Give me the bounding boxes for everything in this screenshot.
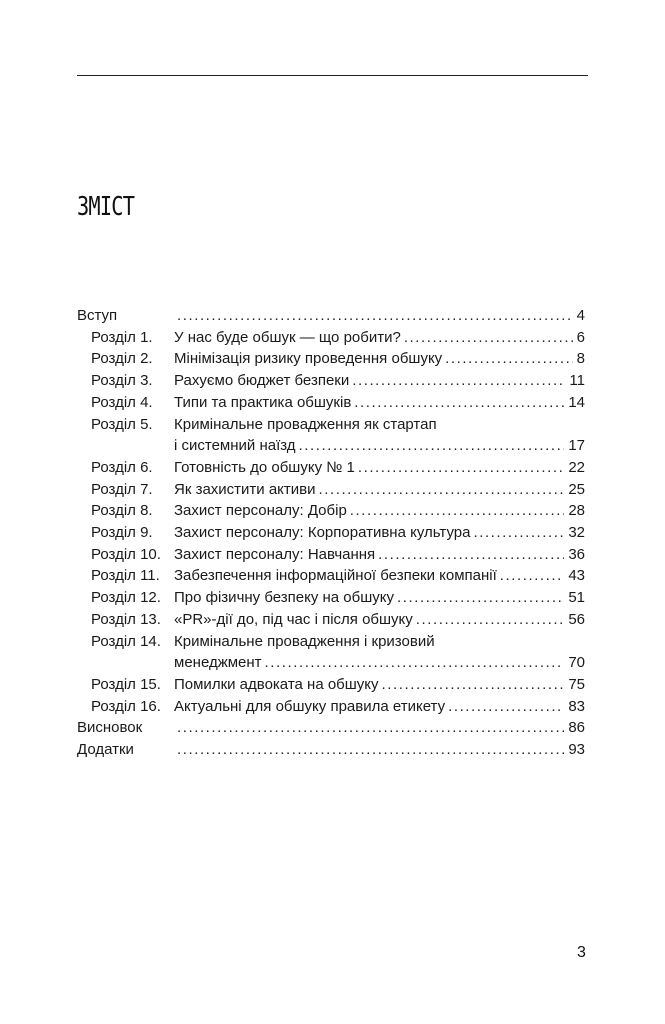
toc-entry-page: 8 (576, 350, 585, 368)
toc-entry-title: Про фізичну безпеку на обшуку (174, 589, 394, 607)
toc-entry-label: Розділ 12. (91, 589, 161, 607)
toc-entry-page: 56 (568, 610, 585, 628)
toc-entry-page: 70 (568, 654, 585, 672)
table-of-contents (77, 305, 585, 761)
toc-entry (77, 479, 585, 501)
dot-leader (448, 696, 564, 718)
toc-entry-label: Розділ 8. (91, 502, 153, 520)
toc-entry-title: Актуальні для обшуку правила етикету (174, 697, 446, 715)
toc-entry (77, 305, 585, 327)
toc-entry-label: Розділ 3. (91, 372, 153, 390)
dot-leader (350, 500, 565, 522)
toc-entry-page: 32 (568, 524, 585, 542)
toc-entry-continuation (77, 435, 585, 457)
toc-entry (77, 631, 585, 653)
toc-entry-label: Вступ (77, 307, 118, 324)
toc-entry (77, 717, 585, 739)
toc-entry-title: Типи та практика обшуків (174, 393, 352, 411)
dot-leader (299, 435, 565, 457)
toc-entry-page: 25 (568, 480, 585, 498)
toc-entry-title: Готовність до обшуку № 1 (174, 458, 355, 476)
toc-entry-page: 93 (568, 741, 585, 759)
dot-leader (177, 717, 564, 739)
dot-leader (500, 565, 565, 587)
toc-entry-page: 11 (569, 372, 585, 390)
toc-entry-label: Розділ 13. (91, 610, 161, 628)
toc-heading: ЗМІСТ (77, 192, 135, 222)
page-number: 3 (577, 944, 586, 961)
toc-entry (77, 414, 585, 436)
toc-entry-title: Захист персоналу: Навчання (174, 545, 376, 563)
header-rule (77, 75, 588, 76)
toc-entry-page: 43 (568, 567, 585, 585)
dot-leader (397, 587, 564, 609)
dot-leader (358, 457, 564, 479)
toc-entry (77, 500, 585, 522)
toc-entry-label: Розділ 2. (91, 350, 153, 368)
toc-entry (77, 674, 585, 696)
toc-entry-label: Додатки (77, 741, 134, 759)
toc-entry-label: Розділ 14. (91, 632, 161, 650)
toc-entry-label: Розділ 9. (91, 524, 153, 542)
toc-entry-page: 14 (568, 393, 585, 411)
toc-entry-title: і системний наїзд (174, 437, 296, 455)
dot-leader (177, 739, 564, 761)
toc-entry-title: «PR»-дії до, під час і після обшуку (174, 610, 413, 628)
toc-entry-title: Кримінальне провадження як стартап (174, 415, 437, 433)
toc-entry-title: У нас буде обшук — що робити? (174, 328, 401, 346)
toc-entry-page: 51 (568, 589, 585, 607)
toc-entry (77, 392, 585, 414)
toc-entry (77, 544, 585, 566)
toc-entry-title: Мінімізація ризику проведення обшуку (174, 350, 443, 368)
toc-entry (77, 522, 585, 544)
toc-entry-label: Розділ 4. (91, 393, 153, 411)
dot-leader (354, 392, 564, 414)
toc-entry-title: Захист персоналу: Корпоративна культура (174, 524, 471, 542)
toc-entry-label: Розділ 7. (91, 480, 153, 498)
toc-entry-page: 4 (576, 307, 585, 324)
toc-entry-title: менеджмент (174, 654, 262, 672)
dot-leader (473, 522, 564, 544)
toc-entry-page: 83 (568, 697, 585, 715)
toc-entry-label: Розділ 5. (91, 415, 153, 433)
dot-leader (378, 544, 564, 566)
dot-leader (265, 652, 565, 674)
toc-entry-page: 22 (568, 458, 585, 476)
dot-leader (382, 674, 565, 696)
toc-entry (77, 739, 585, 761)
toc-entry-label: Розділ 6. (91, 458, 153, 476)
toc-entry-title: Рахуємо бюджет безпеки (174, 372, 350, 390)
toc-entry-title: Кримінальне провадження і кризовий (174, 632, 435, 650)
dot-leader (404, 327, 573, 349)
toc-entry-title: Як захистити активи (174, 480, 316, 498)
toc-entry-page: 36 (568, 545, 585, 563)
toc-entry (77, 696, 585, 718)
dot-leader (352, 370, 565, 392)
toc-entry-title: Забезпечення інформаційної безпеки компанії (174, 567, 497, 585)
toc-entry (77, 587, 585, 609)
toc-entry-page: 17 (568, 437, 585, 455)
toc-entry-label: Розділ 10. (91, 545, 161, 563)
toc-entry-title: Помилки адвоката на обшуку (174, 675, 379, 693)
toc-entry (77, 565, 585, 587)
toc-entry-label: Висновок (77, 719, 143, 737)
toc-entry-label: Розділ 15. (91, 675, 161, 693)
toc-entry-label: Розділ 11. (91, 567, 160, 585)
toc-entry (77, 457, 585, 479)
dot-leader (445, 348, 572, 370)
toc-entry-page: 6 (576, 328, 585, 346)
toc-entry (77, 348, 585, 370)
toc-entry-label: Розділ 16. (91, 697, 161, 715)
toc-entry-page: 28 (568, 502, 585, 520)
toc-entry-label: Розділ 1. (91, 328, 153, 346)
toc-entry-title: Захист персоналу: Добір (174, 502, 347, 520)
toc-entry (77, 609, 585, 631)
dot-leader (177, 305, 573, 327)
toc-entry (77, 327, 585, 349)
dot-leader (416, 609, 565, 631)
toc-entry-continuation (77, 652, 585, 674)
toc-entry-page: 86 (568, 719, 585, 737)
toc-entry (77, 370, 585, 392)
toc-entry-page: 75 (568, 675, 585, 693)
dot-leader (319, 479, 565, 501)
